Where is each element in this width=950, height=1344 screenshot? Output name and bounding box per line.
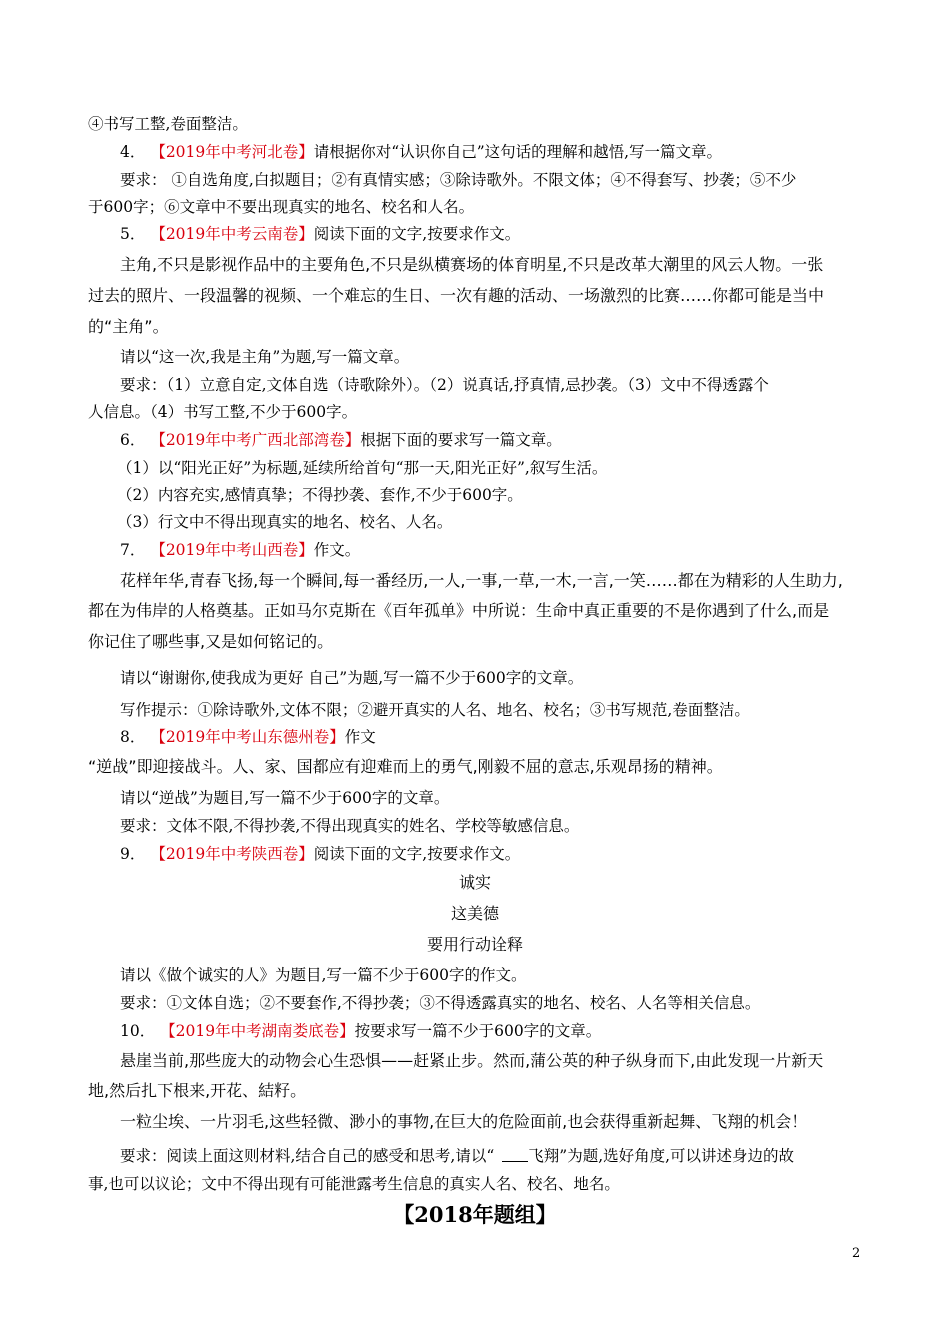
question-number: 6． — [120, 431, 146, 449]
question-number: 7． — [120, 541, 146, 559]
question-text: 作文 — [344, 728, 376, 746]
question-source: 【2019年中考河北卷】 — [150, 143, 314, 161]
question-number: 9． — [120, 845, 146, 863]
question-4-header — [120, 141, 722, 163]
question-source: 【2019年中考云南卷】 — [150, 225, 314, 243]
material-paragraph: 的“主角”。 — [88, 317, 169, 336]
material-paragraph: 都在为伟岸的人格奠基。正如马尔克斯在《百年孤单》中所说：生命中真正重要的不是你遇到了什么,而是 — [88, 601, 830, 620]
question-number: 4． — [120, 143, 146, 161]
question-8-header — [120, 726, 376, 748]
requirements-line: 于600字；⑥文章中不要出现真实的地名、校名和人名。 — [88, 198, 475, 216]
question-text: 阅读下面的文字,按要求作文。 — [313, 845, 521, 863]
question-number: 8． — [120, 728, 146, 746]
question-source: 【2019年中考陕西卷】 — [150, 845, 314, 863]
question-10-header — [120, 1020, 601, 1042]
material-paragraph: 地,然后扎下根来,开花、結籽。 — [88, 1081, 307, 1100]
question-5-header — [120, 223, 520, 245]
prompt-line: 请以《做个诚实的人》为题目,写一篇不少于600字的作文。 — [120, 966, 527, 984]
requirement-item: （2）内容充实,感情真挚；不得抄袭、套作,不少于600字。 — [117, 486, 523, 504]
poem-line: 诚实 — [458, 873, 491, 892]
question-source: 【2019年中考山西卷】 — [150, 541, 314, 559]
fill-in-blank — [502, 1147, 528, 1162]
requirements-line: 要求：①文体自选；②不要套作,不得抄袭；③不得透露真实的地名、校名、人名等相关信息。 — [120, 994, 761, 1012]
poem-line: 这美德 — [450, 904, 499, 923]
prompt-line: 请以“逆战”为题目,写一篇不少于600字的文章。 — [120, 789, 450, 807]
material-paragraph: 一粒尘埃、一片羽毛,这些轻微、渺小的事物,在巨大的危险面前,也会获得重新起舞、飞翔的机会！ — [120, 1112, 808, 1131]
material-paragraph: “逆战”即迎接战斗。人、家、国都应有迎难而上的勇气,刚毅不屈的意志,乐观昂扬的精神。 — [88, 757, 723, 776]
requirements-text: 飞翔”为题,选好角度,可以讲述身边的故 — [528, 1147, 795, 1165]
material-paragraph: 悬崖当前,那些庞大的动物会心生恐惧——赶紧止步。然而,蒲公英的种子纵身而下,由此发现一片新天 — [120, 1051, 824, 1070]
requirements-line: 要求： ①自选角度,白拟题目；②有真情实感；③除诗歌外。不限文体；④不得套写、抄袭；⑤不少 — [120, 171, 797, 189]
requirements-line: 人信息。（4）书写工整,不少于600字。 — [88, 403, 358, 421]
writing-tips: 写作提示：①除诗歌外,文体不限；②避开真实的人名、地名、校名；③书写规范,卷面整洁。 — [120, 701, 750, 719]
requirements-line: 要求：文体不限,不得抄袭,不得出现真实的姓名、学校等敏感信息。 — [120, 817, 580, 835]
requirements-line: 要求：（1）立意自定,文体自选（诗歌除外）。（2）说真话,抒真情,忌抄袭。（3）文中不得透露个 — [120, 376, 769, 394]
question-text: 按要求写一篇不少于600字的文章。 — [354, 1022, 602, 1040]
requirements-text: 要求：阅读上面这则材料,结合自己的感受和思考,请以“ — [120, 1147, 495, 1165]
poem-line: 要用行动诠释 — [426, 935, 523, 954]
material-paragraph: 过去的照片、一段温馨的视频、一个难忘的生日、一次有趣的活动、一场激烈的比赛……你都可能是当中 — [88, 286, 825, 305]
prompt-line: 请以“这一次,我是主角”为题,写一篇文章。 — [120, 348, 410, 366]
question-text: 请根据你对“认识你自己”这句话的理解和越悟,写一篇文章。 — [313, 143, 723, 161]
question-text: 作文。 — [313, 541, 361, 559]
question-7-header — [120, 539, 360, 561]
question-source: 【2019年中考广西北部湾卷】 — [150, 431, 361, 449]
question-text: 根据下面的要求写一篇文章。 — [360, 431, 562, 449]
requirement-item: （1）以“阳光正好”为标题,延续所给首句“那一天,阳光正好”,叙写生活。 — [117, 459, 608, 477]
requirement-item: （3）行文中不得出现真实的地名、校名、人名。 — [117, 513, 453, 531]
page-number: 2 — [852, 1246, 861, 1261]
question-9-header — [120, 843, 520, 865]
question-number: 10． — [120, 1022, 156, 1040]
question-number: 5． — [120, 225, 146, 243]
question-text: 阅读下面的文字,按要求作文。 — [313, 225, 521, 243]
section-heading: 【2018年题组】 — [393, 1202, 557, 1227]
requirements-line: 事,也可以议论；文中不得出现有可能泄露考生信息的真实人名、校名、地名。 — [88, 1175, 620, 1193]
prompt-line: 请以“谢谢你,使我成为更好 自己”为题,写一篇不少于600字的文章。 — [120, 669, 584, 687]
requirements-line — [120, 1145, 794, 1167]
material-paragraph: 你记住了哪些事,又是如何铭记的。 — [88, 632, 334, 651]
material-paragraph: 主角,不只是影视作品中的主要角色,不只是纵横赛场的体育明星,不只是改革大潮里的风云人物。一张 — [120, 255, 824, 274]
question-6-header — [120, 429, 562, 451]
question-source: 【2019年中考山东德州卷】 — [150, 728, 345, 746]
question-source: 【2019年中考湖南娄底卷】 — [160, 1022, 355, 1040]
item-3-line: ④书写工整,卷面整洁。 — [88, 115, 248, 133]
material-paragraph: 花样年华,青春飞扬,每一个瞬间,每一番经历,一人,一事,一草,一木,一言,一笑……都在为精彩的人生助力, — [120, 571, 843, 590]
